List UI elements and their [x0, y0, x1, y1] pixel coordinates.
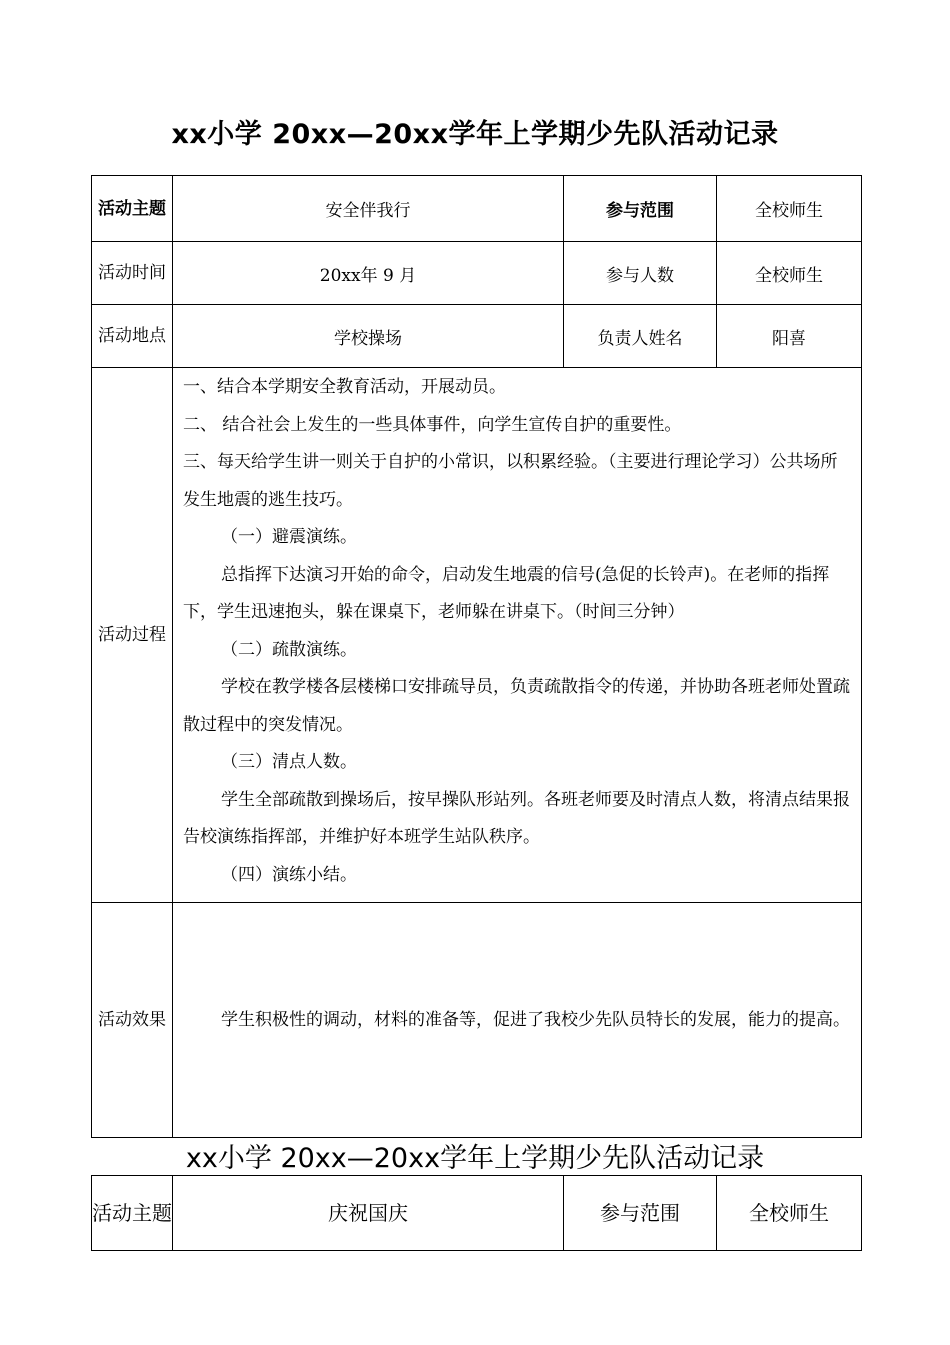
process-label: 活动过程: [92, 368, 173, 903]
count-label: 参与人数: [564, 242, 717, 305]
second-activity-record-table: [91, 1175, 862, 1251]
theme-value: 安全伴我行: [173, 176, 564, 242]
process-paragraph: 三、每天给学生讲一则关于自护的小常识，以积累经验。（主要进行理论学习）公共场所发生地震的逃生技巧。: [183, 452, 838, 510]
time-value: 20xx年 9 月: [173, 242, 564, 305]
page-title: xx小学 20xx—20xx学年上学期少先队活动记录: [171, 119, 779, 150]
leader-label: 负责人姓名: [564, 305, 717, 368]
scope-label: 参与范围: [564, 176, 717, 242]
activity-record-table: [91, 175, 862, 1138]
place-label: 活动地点: [92, 305, 173, 368]
process-paragraph: 二、 结合社会上发生的一些具体事件，向学生宣传自护的重要性。: [183, 414, 682, 435]
process-content: [173, 368, 862, 903]
process-paragraph: 学生全部疏散到操场后，按早操队形站列。各班老师要及时清点人数，将清点结果报告校演练指挥部，并维护好本班学生站队秩序。: [183, 789, 850, 847]
second-record-title: xx小学 20xx—20xx学年上学期少先队活动记录: [185, 1143, 765, 1174]
leader-value: 阳喜: [717, 305, 862, 368]
scope-value: 全校师生: [717, 1176, 862, 1251]
process-paragraph: （一）避震演练。: [221, 527, 357, 547]
effect-content: [173, 903, 862, 1138]
process-paragraph: （四）演练小结。: [221, 864, 357, 885]
theme-value: 庆祝国庆: [173, 1176, 564, 1251]
scope-value: 全校师生: [717, 176, 862, 242]
place-value: 学校操场: [173, 305, 564, 368]
process-paragraph: 学校在教学楼各层楼梯口安排疏导员，负责疏散指令的传递，并协助各班老师处置疏散过程中的突发情况。: [183, 677, 850, 735]
process-paragraph: 一、结合本学期安全教育活动，开展动员。: [183, 377, 506, 397]
theme-label: 活动主题: [92, 176, 173, 242]
process-paragraph: （三）清点人数。: [221, 752, 357, 772]
effect-label: 活动效果: [92, 903, 173, 1138]
count-value: 全校师生: [717, 242, 862, 305]
theme-label: 活动主题: [92, 1176, 173, 1251]
process-paragraph: 总指挥下达演习开始的命令，启动发生地震的信号(急促的长铃声)。在老师的指挥下，学生迅速抱头，躲在课桌下，老师躲在讲桌下。（时间三分钟）: [183, 564, 830, 622]
scope-label: 参与范围: [564, 1176, 717, 1251]
time-label: 活动时间: [92, 242, 173, 305]
process-paragraph: （二）疏散演练。: [221, 639, 357, 660]
effect-paragraph: 学生积极性的调动，材料的准备等，促进了我校少先队员特长的发展，能力的提高。: [221, 1010, 850, 1030]
